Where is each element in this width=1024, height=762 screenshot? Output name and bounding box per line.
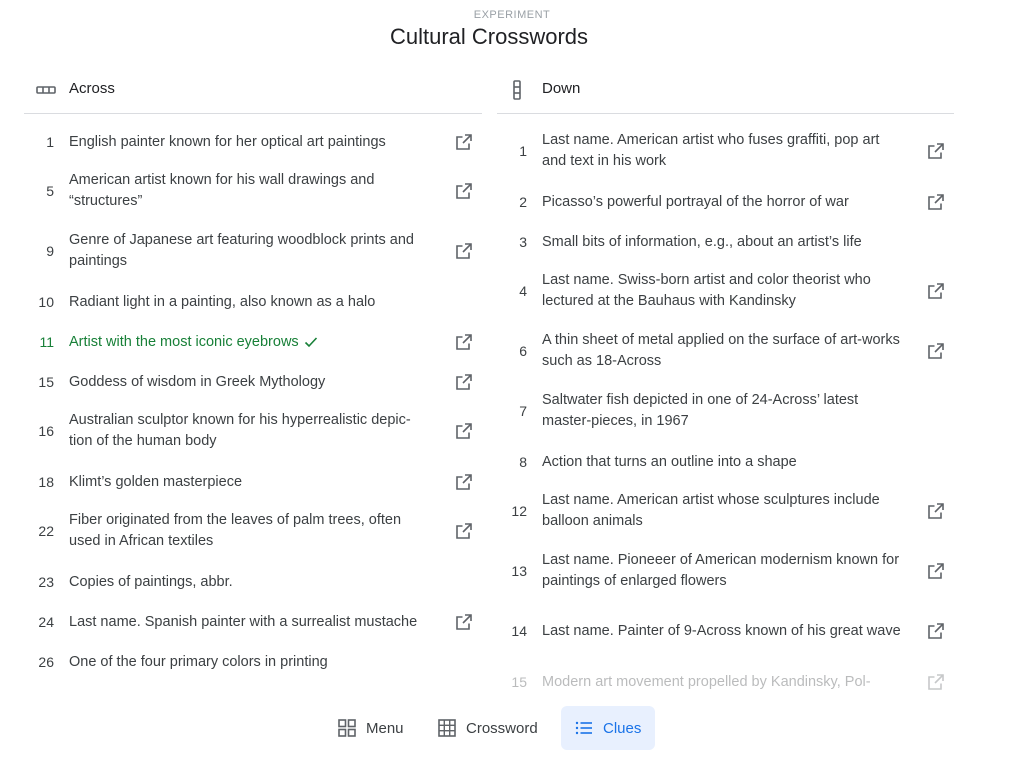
open-in-new-icon[interactable] (926, 621, 946, 641)
clue-row[interactable] (24, 470, 482, 494)
clue-text (69, 612, 434, 633)
open-in-new-icon[interactable] (454, 612, 474, 632)
clue-row[interactable] (497, 230, 954, 254)
clue-text (542, 130, 907, 172)
clue-number: 3 (519, 234, 527, 250)
clue-number: 2 (519, 194, 527, 210)
clue-number: 8 (519, 454, 527, 470)
menu-button[interactable] (324, 706, 417, 750)
clue-text (542, 192, 907, 213)
clue-text-value: American artist known for his wall drawings and “structures” (69, 172, 375, 209)
clue-row[interactable] (497, 390, 954, 432)
open-in-new-icon[interactable] (454, 132, 474, 152)
clue-text (542, 232, 907, 253)
clue-text-value: Picasso’s powerful portrayal of the horror of war (542, 193, 849, 210)
experiment-label: EXPERIMENT (473, 9, 551, 21)
clue-text (542, 621, 907, 642)
clue-text-value: English painter known for her optical art paintings (69, 133, 386, 150)
open-in-new-icon[interactable] (926, 141, 946, 161)
open-in-new-icon[interactable] (926, 341, 946, 361)
clue-text (542, 270, 907, 312)
crossword-label: Crossword (466, 719, 538, 737)
clue-text-value: Last name. Painter of 9-Across known of his great wave (542, 622, 901, 639)
grid-menu-icon (337, 718, 357, 738)
clue-row[interactable] (24, 370, 482, 394)
clue-number: 22 (38, 523, 54, 539)
clue-text (69, 132, 434, 153)
clue-number: 15 (38, 374, 54, 390)
clue-number: 4 (519, 283, 527, 299)
clue-text-value: A thin sheet of metal applied on the surface of art-works such as 18-Across (542, 332, 900, 369)
clue-text-value: One of the four primary colors in printing (69, 653, 328, 670)
clue-text-value: Radiant light in a painting, also known as a halo (69, 293, 376, 310)
clue-row[interactable] (497, 450, 954, 474)
clue-number: 6 (519, 343, 527, 359)
clue-text-value: Genre of Japanese art featuring woodblock prints and paintings (69, 232, 414, 269)
clue-text-value: Copies of paintings, abbr. (69, 573, 233, 590)
clue-text (69, 372, 434, 393)
clues-button[interactable] (561, 706, 655, 750)
clue-row[interactable] (24, 170, 482, 212)
clue-text-value: Fiber originated from the leaves of palm trees, often used in African textiles (69, 512, 402, 549)
clue-text-value: Saltwater fish depicted in one of 24-Across’ latest master-pieces, in 1967 (542, 392, 859, 429)
clue-text (542, 490, 907, 532)
page-title: Cultural Crosswords (389, 24, 589, 49)
clue-row[interactable] (497, 130, 954, 172)
clue-text (69, 572, 434, 593)
clue-number: 12 (511, 503, 527, 519)
clue-text (542, 330, 907, 372)
open-in-new-icon[interactable] (454, 241, 474, 261)
clue-row[interactable] (24, 610, 482, 634)
clue-row[interactable] (24, 230, 482, 272)
clue-number: 26 (38, 654, 54, 670)
clue-text-value: Last name. American artist whose sculptures include balloon animals (542, 492, 880, 529)
menu-label: Menu (366, 719, 404, 737)
clue-row[interactable] (24, 410, 482, 452)
clue-text-value: Last name. Spanish painter with a surrealist mustache (69, 613, 418, 630)
crossword-button[interactable] (424, 706, 551, 750)
clues-label: Clues (603, 719, 642, 737)
clue-number: 5 (46, 183, 54, 199)
clue-text (69, 170, 434, 212)
clue-text-value: Last name. Swiss-born artist and color theorist who lectured at the Bauhaus with Kandinsky (542, 272, 871, 309)
clue-row[interactable] (24, 570, 482, 594)
clue-row[interactable] (497, 330, 954, 372)
clue-number: 7 (519, 403, 527, 419)
clue-number: 23 (38, 574, 54, 590)
clue-text-value: Klimt’s golden masterpiece (69, 473, 243, 490)
clue-number: 11 (39, 334, 54, 350)
clue-text (69, 410, 434, 452)
clue-text-value: Last name. Pioneeer of American modernism known for paintings of enlarged flowers (542, 552, 900, 589)
clue-text-value: Artist with the most iconic eyebrows (69, 333, 299, 350)
clue-number: 9 (46, 243, 54, 259)
clue-text-value: Last name. American artist who fuses graffiti, pop art and text in his work (542, 132, 880, 169)
clue-text-value: Modern art movement propelled by Kandinsky, Pol- (542, 673, 871, 690)
clue-row[interactable] (497, 610, 954, 652)
clue-text (69, 292, 434, 313)
clue-row[interactable] (497, 490, 954, 532)
crossword-grid-icon (437, 718, 457, 738)
open-in-new-icon[interactable] (454, 521, 474, 541)
vertical-cells-icon (507, 80, 527, 100)
clue-number: 14 (511, 623, 527, 639)
clue-row[interactable] (24, 130, 482, 154)
open-in-new-icon[interactable] (926, 672, 946, 692)
clue-text (69, 230, 434, 272)
open-in-new-icon[interactable] (926, 501, 946, 521)
open-in-new-icon[interactable] (454, 181, 474, 201)
across-header (24, 66, 482, 114)
clue-text (69, 652, 434, 673)
clue-row[interactable] (497, 270, 954, 312)
clue-text (542, 452, 907, 473)
clue-number: 24 (38, 614, 54, 630)
clue-text (542, 390, 907, 432)
clue-text-value: Small bits of information, e.g., about an artist’s life (542, 233, 862, 250)
clue-number: 13 (511, 563, 527, 579)
check-icon (303, 334, 319, 350)
down-column (497, 66, 954, 690)
open-in-new-icon[interactable] (454, 421, 474, 441)
across-column (24, 66, 482, 670)
open-in-new-icon[interactable] (926, 281, 946, 301)
clue-text (542, 550, 907, 592)
bottom-nav (0, 706, 1024, 750)
clue-number: 15 (511, 674, 527, 690)
clue-text (69, 472, 434, 493)
horizontal-cells-icon (36, 80, 56, 100)
clue-row[interactable] (497, 550, 954, 592)
clue-number: 16 (38, 423, 54, 439)
clue-text-value: Australian sculptor known for his hyperrealistic depic-tion of the human body (69, 412, 411, 449)
open-in-new-icon[interactable] (926, 192, 946, 212)
clue-number: 1 (46, 134, 54, 150)
clue-row[interactable] (24, 290, 482, 314)
clue-number: 18 (38, 474, 54, 490)
clue-text-value: Action that turns an outline into a shape (542, 453, 797, 470)
clue-number: 10 (38, 294, 54, 310)
down-heading: Down (542, 80, 581, 97)
clue-text-value: Goddess of wisdom in Greek Mythology (69, 373, 326, 390)
open-in-new-icon[interactable] (454, 472, 474, 492)
open-in-new-icon[interactable] (454, 332, 474, 352)
across-heading: Across (69, 80, 115, 97)
clue-text (69, 510, 434, 552)
down-header (497, 66, 954, 114)
clue-number: 1 (519, 143, 527, 159)
clue-row[interactable] (24, 650, 482, 674)
open-in-new-icon[interactable] (926, 561, 946, 581)
clue-row[interactable] (24, 510, 482, 552)
clue-row[interactable] (24, 330, 482, 354)
list-icon (574, 718, 594, 738)
clue-text (69, 332, 434, 353)
clue-row[interactable] (497, 190, 954, 214)
open-in-new-icon[interactable] (454, 372, 474, 392)
